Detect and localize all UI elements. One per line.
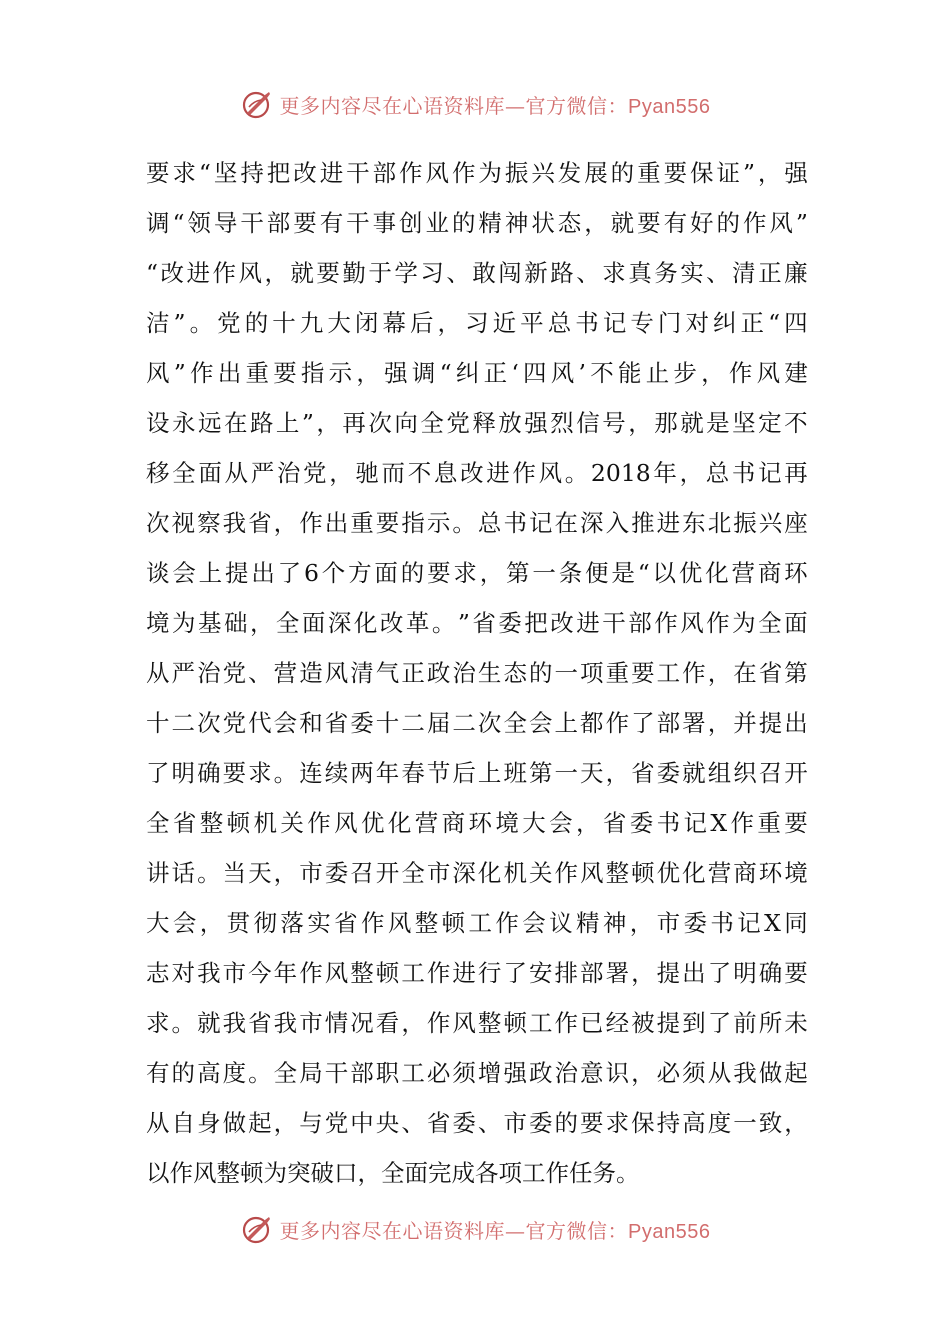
- paragraph-line: “ 改 进 作 风 ， 就 要 勤 于 学 习 、 敢 闯 新 路 、 求 真 务 实 、 清 正 廉: [146, 259, 808, 287]
- header-banner-label: 更多内容尽在心语资料库—官方微信：: [279, 93, 629, 118]
- paragraph-line: 全 省 整 顿 机 关 作 风 优 化 营 商 环 境 大 会 ， 省 委 书 记 X 作 重 要: [146, 809, 808, 837]
- paragraph-line: 调 “ 领 导 干 部 要 有 干 事 创 业 的 精 神 状 态 ， 就 要 有 好 的 作 风 ”: [146, 209, 808, 237]
- paragraph-line: 次 视 察 我 省 ， 作 出 重 要 指 示 。 总 书 记 在 深 入 推 进 东 北 振 兴 座: [146, 509, 808, 537]
- footer-banner-label: 更多内容尽在心语资料库—官方微信：: [279, 1218, 629, 1243]
- paragraph-line: 有 的 高 度 。 全 局 干 部 职 工 必 须 增 强 政 治 意 识 ， 必 须 从 我 做 起: [146, 1059, 808, 1087]
- paragraph-line: 从 严 治 党 、 营 造 风 清 气 正 政 治 生 态 的 一 项 重 要 工 作 ， 在 省 第: [146, 659, 808, 687]
- header-wechat-id: Pyan556: [628, 95, 711, 118]
- pen-logo-icon: [240, 1211, 276, 1247]
- paragraph-line: 志 对 我 市 今 年 作 风 整 顿 工 作 进 行 了 安 排 部 署 ， 提 出 了 明 确 要: [146, 959, 808, 987]
- header-banner: [0, 82, 950, 126]
- paragraph-line: 谈 会 上 提 出 了 6 个 方 面 的 要 求 ， 第 一 条 便 是 “ 以 优 化 营 商 环: [146, 559, 808, 587]
- footer-banner-text: [280, 1215, 711, 1244]
- document-body: [146, 148, 808, 1198]
- paragraph-line: 境 为 基 础 ， 全 面 深 化 改 革 。 ” 省 委 把 改 进 干 部 作 风 作 为 全 面: [146, 609, 808, 637]
- paragraph-line: 要 求 “ 坚 持 把 改 进 干 部 作 风 作 为 振 兴 发 展 的 重 要 保 证 ” ， 强: [146, 159, 808, 187]
- paragraph-line: 以作风整顿为突破口，全面完成各项工作任务。: [146, 1159, 640, 1187]
- paragraph-line: 大 会 ， 贯 彻 落 实 省 作 风 整 顿 工 作 会 议 精 神 ， 市 委 书 记 X 同: [146, 909, 808, 937]
- pen-logo-icon: [240, 86, 276, 122]
- paragraph-line: 了 明 确 要 求 。 连 续 两 年 春 节 后 上 班 第 一 天 ， 省 委 就 组 织 召 开: [146, 759, 808, 787]
- paragraph-line: 移 全 面 从 严 治 党 ， 驰 而 不 息 改 进 作 风 。 2018 年 ， 总 书 记 再: [146, 459, 808, 487]
- paragraph-line: 设 永 远 在 路 上 ” ， 再 次 向 全 党 释 放 强 烈 信 号 ， 那 就 是 坚 定 不: [146, 409, 808, 437]
- paragraph-line: 洁 ” 。 党 的 十 九 大 闭 幕 后 ， 习 近 平 总 书 记 专 门 对 纠 正 “ 四: [146, 309, 808, 337]
- paragraph-line: 求 。 就 我 省 我 市 情 况 看 ， 作 风 整 顿 工 作 已 经 被 提 到 了 前 所 未: [146, 1009, 808, 1037]
- header-banner-text: [280, 90, 711, 119]
- paragraph-line: 从 自 身 做 起 ， 与 党 中 央 、 省 委 、 市 委 的 要 求 保 持 高 度 一 致 ，: [146, 1109, 808, 1137]
- footer-banner: [0, 1207, 950, 1251]
- paragraph-line: 讲 话 。 当 天 ， 市 委 召 开 全 市 深 化 机 关 作 风 整 顿 优 化 营 商 环 境: [146, 859, 808, 887]
- footer-wechat-id: Pyan556: [628, 1220, 711, 1243]
- paragraph-line: 十 二 次 党 代 会 和 省 委 十 二 届 二 次 全 会 上 都 作 了 部 署 ， 并 提 出: [146, 709, 808, 737]
- paragraph-line: 风 ” 作 出 重 要 指 示 ， 强 调 “ 纠 正 ‘ 四 风 ’ 不 能 止 步 ， 作 风 建: [146, 359, 808, 387]
